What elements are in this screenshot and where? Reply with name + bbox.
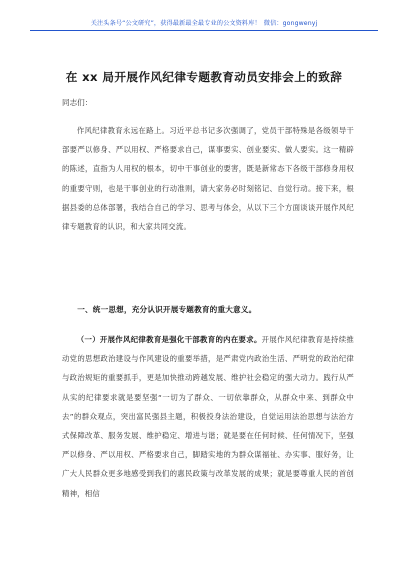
paragraph-section-1-1 bbox=[62, 330, 354, 503]
header-banner bbox=[0, 18, 408, 27]
subsection-heading: （一）开展作风纪律教育是强化干部教育的内在要求。 bbox=[76, 335, 262, 344]
banner-text: 关注头条号“公文研究”，获得最新最全最专业的公文资料库！ bbox=[90, 20, 261, 27]
paragraph-intro: 作风纪律教育永远在路上。习近平总书记多次强调了，党员干部特殊是各级领导干部要严以修身、严以用权、严格要求自己，谋事要实、创业要实、做人要实。这一精辟的陈述，直指为人用权的根本，切中干事创业的要害，既是新常态下各级干部修身用权的重要守则，也是干事创业的行动准则，请大家务必时刻铭记、自觉行动。接下来，根据县委的总体部署，我结合自己的学习、思考与体会，从以下三个方面谈谈开展作风纪律专题教育的认识，和大家共同交流。 bbox=[62, 126, 354, 232]
paragraph-body: 开展作风纪律教育是持续推动党的思想政治建设与作风建设的重要举措，是严肃党内政治生活、严明党的政治纪律与政治规矩的重要抓手，更是加快推动跨越发展、维护社会稳定的强大动力。践行从严从实的纪律要求就是要坚强“一切为了群众、一切依靠群众，从群众中来、到群众中去”的群众观点，突出富民强县主题，积极投身法治建设，自觉运用法治思想与法治方式保障改革、服务发展、维护稳定、增进与谐；就是要在任何时候、任何情况下，坚强严以修身、严以用权、严格要求自己，脚踏实地的为群众谋福祉、办实事、服好务，让广大人民群众更多地感受到我们的惠民政策与改革发展的成果；就是要尊重人民的首创精神，相信 bbox=[62, 335, 354, 498]
document-title: 在 xx 局开展作风纪律专题教育动员安排会上的致辞 bbox=[65, 70, 343, 84]
salutation: 同志们： bbox=[62, 98, 93, 107]
section-heading-1: 一、统一思想，充分认识开展专题教育的重大意义。 bbox=[77, 305, 257, 314]
banner-divider bbox=[30, 30, 378, 31]
banner-wechat: 微信：gongwenyj bbox=[263, 20, 318, 27]
